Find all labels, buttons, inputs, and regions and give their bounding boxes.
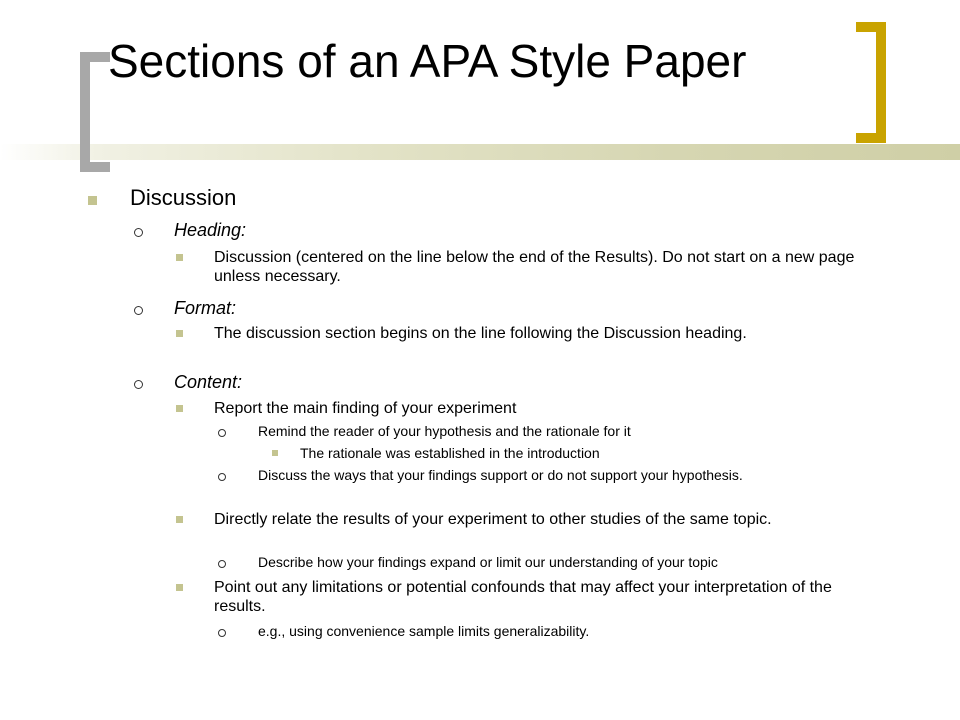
minor-text: Remind the reader of your hypothesis and the rationale for it	[258, 423, 631, 439]
left-bracket-decoration	[80, 52, 90, 172]
square-bullet-icon	[88, 196, 97, 205]
left-bracket-bottom	[80, 162, 110, 172]
tiny-text: The rationale was established in the introduction	[300, 445, 600, 461]
square-bullet-icon	[272, 450, 278, 456]
square-bullet-icon	[176, 254, 183, 261]
sub-bullet-label: Format:	[174, 298, 237, 318]
sub-bullet-label: Heading:	[174, 220, 247, 240]
bullet-text: Discussion	[130, 185, 237, 210]
slide-title: Sections of an APA Style Paper	[108, 35, 747, 87]
ring-bullet-icon	[134, 380, 143, 389]
right-bracket-top	[856, 22, 886, 32]
square-bullet-icon	[176, 516, 183, 523]
square-bullet-icon	[176, 405, 183, 412]
sub-bullet-label: Content:	[174, 372, 243, 392]
ring-bullet-icon	[218, 429, 226, 437]
minor-text: Describe how your findings expand or limit our understanding of your topic	[258, 554, 718, 570]
minor-text: Discuss the ways that your findings support or do not support your hypothesis.	[258, 467, 743, 483]
square-bullet-icon	[176, 584, 183, 591]
ring-bullet-icon	[134, 306, 143, 315]
detail-text: Directly relate the results of your experiment to other studies of the same topic.	[214, 511, 772, 528]
square-bullet-icon	[176, 330, 183, 337]
right-bracket-decoration	[876, 22, 886, 143]
minor-text: e.g., using convenience sample limits generalizability.	[258, 623, 590, 639]
detail-text: Report the main finding of your experiment	[214, 400, 517, 417]
ring-bullet-icon	[134, 228, 143, 237]
ring-bullet-icon	[218, 560, 226, 568]
title-underline-bar	[0, 144, 960, 160]
ring-bullet-icon	[218, 473, 226, 481]
detail-text: Discussion (centered on the line below the end of the Results). Do not start on a new page unless necessary.	[214, 249, 855, 285]
ring-bullet-icon	[218, 629, 226, 637]
detail-text: The discussion section begins on the line following the Discussion heading.	[214, 325, 747, 342]
left-bracket-top	[80, 52, 110, 62]
right-bracket-bottom	[856, 133, 886, 143]
detail-text: Point out any limitations or potential confounds that may affect your interpretation of the results.	[214, 579, 832, 615]
